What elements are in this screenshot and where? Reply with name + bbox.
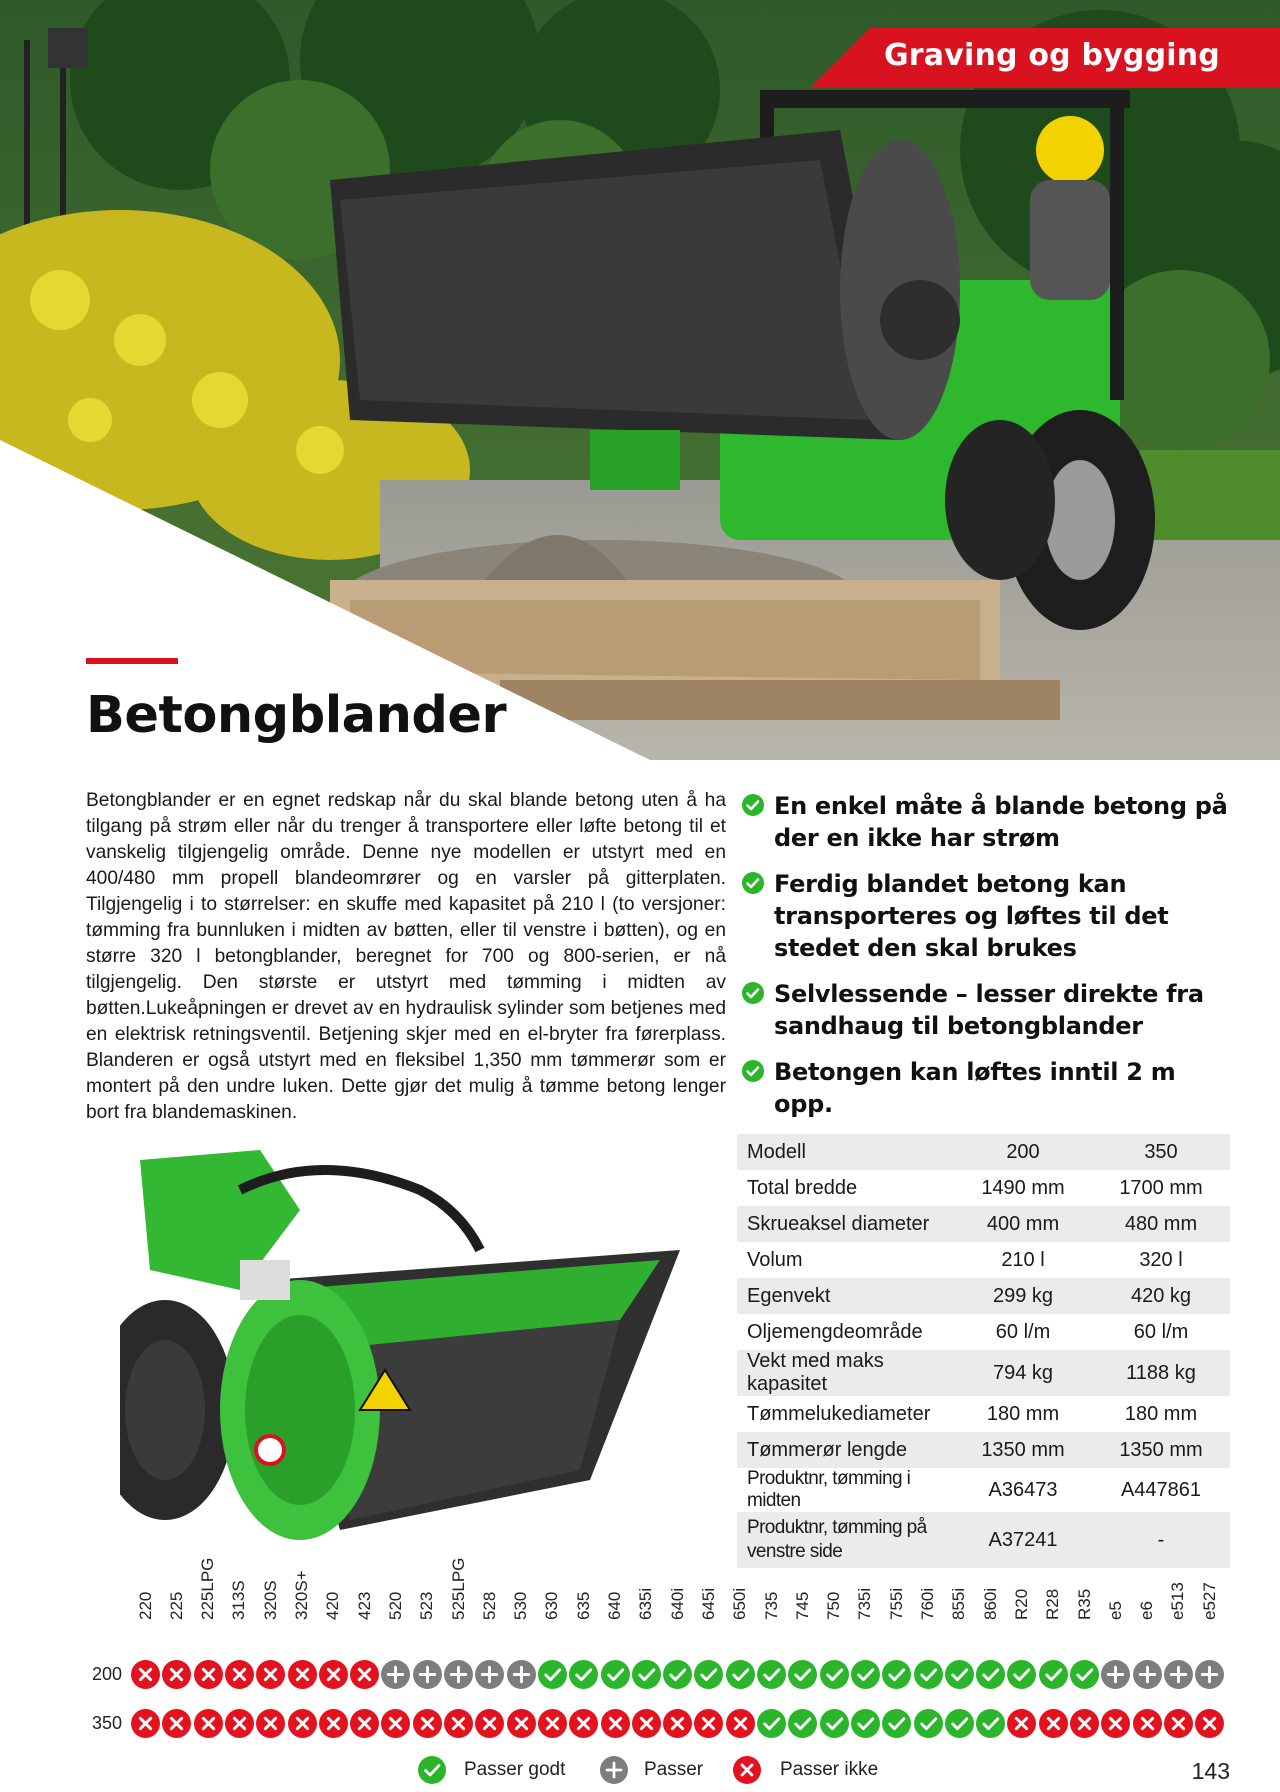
plus-circle-icon — [600, 1756, 628, 1784]
compat-model-header — [1132, 1570, 1163, 1640]
check-circle-icon — [663, 1660, 692, 1689]
check-circle-icon — [945, 1709, 974, 1738]
check-circle-icon — [851, 1660, 880, 1689]
compat-model-header — [255, 1570, 286, 1640]
compat-model-label: e527 — [1199, 1582, 1219, 1620]
feature-item — [742, 978, 1242, 1042]
cross-circle-icon — [569, 1709, 598, 1738]
compat-model-header — [287, 1570, 318, 1640]
check-circle-icon — [742, 1060, 764, 1082]
feature-item — [742, 790, 1242, 854]
spec-header-row — [737, 1134, 1230, 1170]
compat-model-header — [161, 1570, 192, 1640]
spec-cell: 420 kg — [1092, 1278, 1230, 1314]
compat-model-label: 750 — [824, 1591, 844, 1620]
compat-model-label: 635 — [573, 1591, 593, 1620]
compat-model-header — [600, 1570, 631, 1640]
spec-cell: 299 kg — [954, 1278, 1092, 1314]
check-circle-icon — [726, 1660, 755, 1689]
cross-circle-icon — [1164, 1709, 1193, 1738]
cross-circle-icon — [162, 1709, 191, 1738]
plus-circle-icon — [413, 1660, 442, 1689]
spec-row — [737, 1170, 1230, 1206]
spec-row — [737, 1206, 1230, 1242]
check-circle-icon — [742, 982, 764, 1004]
compat-model-label: 523 — [417, 1591, 437, 1620]
compat-model-header — [1163, 1570, 1194, 1640]
spec-cell: 1350 mm — [1092, 1432, 1230, 1468]
compat-model-label: 860i — [980, 1587, 1000, 1620]
compat-model-label: 630 — [542, 1591, 562, 1620]
compat-row-350 — [131, 1709, 1231, 1739]
spec-cell: Produktnr, tømming på venstre side — [737, 1512, 954, 1568]
compat-model-label: 520 — [385, 1591, 405, 1620]
cross-circle-icon — [381, 1709, 410, 1738]
compat-model-header — [412, 1570, 443, 1640]
compat-row-label-350: 350 — [92, 1713, 123, 1733]
spec-row — [737, 1350, 1230, 1396]
compat-model-label: 530 — [511, 1591, 531, 1620]
cross-circle-icon — [507, 1709, 536, 1738]
check-circle-icon — [882, 1709, 911, 1738]
spec-row — [737, 1242, 1230, 1278]
plus-circle-icon — [507, 1660, 536, 1689]
spec-cell: 480 mm — [1092, 1206, 1230, 1242]
cross-circle-icon — [256, 1709, 285, 1738]
cross-circle-icon — [319, 1709, 348, 1738]
hero-diagonal-overlay — [0, 0, 1280, 760]
spec-cell: Egenvekt — [737, 1278, 954, 1314]
compat-model-header — [662, 1570, 693, 1640]
spec-row — [737, 1278, 1230, 1314]
feature-item — [742, 1056, 1242, 1120]
cross-circle-icon — [319, 1660, 348, 1689]
check-circle-icon — [914, 1709, 943, 1738]
description-text: Betongblander er en egnet redskap når du skal blande betong uten å ha tilgang på strøm eller når du trenger å transportere eller løfte betong til et vanskelig tilgjengelig område. Denne nye modellen er utstyrt med en 400/480 mm propell blandeomrører og en varsler på gitterplaten. Tilgjengelig i to størrelser: en skuffe med kapasitet på 210 l (to versjoner: tømming fra bunnluken i midten av bøtten, eller til venstre i bøtten), og en større 320 l betongblander, beregnet for 700 og 800-serien, er nå tilgjengelig. Den største er utstyrt med tømming i midten av bøtten.Lukeåpningen er drevet av en hydraulisk sylinder som betjenes med en elektrisk retningsventil. Betjening skjer med en el-bryter fra førerplass. Blanderen er også utstyrt med en fleksibel 1,350 mm tømmerør som er montert på den undre luken. Dette gjør det mulig å tømme betong lenger bort fra blandemaskinen. — [86, 790, 726, 1123]
spec-cell: 210 l — [1001, 1248, 1045, 1271]
cross-circle-icon — [350, 1660, 379, 1689]
plus-circle-icon — [1101, 1660, 1130, 1689]
cross-circle-icon — [225, 1660, 254, 1689]
check-circle-icon — [742, 794, 764, 816]
check-circle-icon — [757, 1709, 786, 1738]
spec-cell: Volum — [747, 1248, 803, 1271]
check-circle-icon — [569, 1660, 598, 1689]
check-circle-icon — [820, 1709, 849, 1738]
compat-model-header — [1006, 1570, 1037, 1640]
feature-text: Selvlessende – lesser direkte fra sandhaug til betongblander — [774, 980, 1204, 1040]
compatibility-model-headers — [130, 1557, 1240, 1640]
compat-model-label: 528 — [479, 1591, 499, 1620]
cross-circle-icon — [632, 1709, 661, 1738]
cross-circle-icon — [131, 1660, 160, 1689]
compat-model-header — [318, 1570, 349, 1640]
compat-model-label: R28 — [1043, 1588, 1063, 1620]
check-circle-icon — [1007, 1660, 1036, 1689]
compat-row-200 — [131, 1660, 1231, 1690]
spec-cell: 180 mm — [986, 1402, 1060, 1425]
compat-model-label: 525LPG — [448, 1557, 468, 1620]
cross-circle-icon — [601, 1709, 630, 1738]
compat-model-label: R35 — [1074, 1588, 1094, 1620]
cross-circle-icon — [350, 1709, 379, 1738]
spec-cell: Tømmerør lengde — [737, 1432, 954, 1468]
cross-circle-icon — [162, 1660, 191, 1689]
legend-plus-label: Passer — [644, 1759, 704, 1780]
plus-circle-icon — [1164, 1660, 1193, 1689]
cross-circle-icon — [538, 1709, 567, 1738]
compat-model-header — [850, 1570, 881, 1640]
compat-model-label: 760i — [918, 1587, 937, 1620]
compat-model-label: e6 — [1137, 1601, 1157, 1620]
compat-model-label: 423 — [354, 1591, 374, 1620]
spec-cell: 1490 mm — [981, 1176, 1065, 1199]
spec-cell: A447861 — [1120, 1478, 1202, 1501]
check-circle-icon — [882, 1660, 911, 1689]
compat-model-header — [1100, 1570, 1131, 1640]
spec-cell: 60 l/m — [1133, 1320, 1189, 1343]
spec-cell: Modell — [737, 1134, 954, 1170]
plus-circle-icon — [475, 1660, 504, 1689]
spec-cell: 320 l — [1139, 1248, 1183, 1271]
check-circle-icon — [1039, 1660, 1068, 1689]
cross-circle-icon — [1039, 1709, 1068, 1738]
check-circle-icon — [694, 1660, 723, 1689]
spec-cell: - — [1092, 1512, 1230, 1568]
compat-model-header — [537, 1570, 568, 1640]
cross-circle-icon — [1070, 1709, 1099, 1738]
cross-circle-icon — [733, 1756, 761, 1784]
spec-cell: Produktnr, tømming i midten — [747, 1468, 911, 1511]
spec-cell: 350 — [1092, 1134, 1230, 1170]
spec-cell: 1700 mm — [1119, 1176, 1203, 1199]
spec-cell: Vekt med maks kapasitet — [737, 1350, 954, 1396]
compat-model-header — [819, 1570, 850, 1640]
compat-model-label: 745 — [792, 1591, 812, 1620]
hero-photo — [0, 0, 1280, 760]
compat-model-header — [693, 1570, 724, 1640]
compat-model-label: R20 — [1011, 1588, 1031, 1620]
spec-row — [737, 1512, 1230, 1568]
spec-cell: 60 l/m — [995, 1320, 1051, 1343]
page-number: 143 — [1191, 1758, 1230, 1784]
compat-model-header — [787, 1570, 818, 1640]
compat-model-header — [349, 1570, 380, 1640]
check-circle-icon — [945, 1660, 974, 1689]
compat-model-header — [944, 1570, 975, 1640]
compat-model-label: e5 — [1105, 1601, 1125, 1620]
cross-circle-icon — [726, 1709, 755, 1738]
compat-model-header — [756, 1570, 787, 1640]
spec-cell: 180 mm — [1124, 1402, 1198, 1425]
cross-circle-icon — [256, 1660, 285, 1689]
compat-model-label: 635i — [636, 1587, 656, 1620]
compat-model-label: 320S+ — [292, 1570, 311, 1620]
compat-model-header — [975, 1570, 1006, 1640]
feature-item — [742, 868, 1242, 964]
spec-table — [737, 1134, 1230, 1568]
compat-model-label: 650i — [730, 1587, 750, 1620]
compat-model-label: 225 — [166, 1591, 186, 1620]
check-circle-icon — [757, 1660, 786, 1689]
compat-row-label-200: 200 — [92, 1664, 123, 1684]
cross-circle-icon — [288, 1660, 317, 1689]
spec-cell: Oljemengdeområde — [747, 1320, 923, 1343]
compat-model-header — [130, 1570, 161, 1640]
plus-circle-icon — [1195, 1660, 1224, 1689]
spec-row — [737, 1468, 1230, 1512]
compat-model-label: e513 — [1168, 1582, 1188, 1620]
title-accent-rule — [86, 658, 178, 664]
compat-model-header — [913, 1570, 944, 1640]
spec-cell: Tømmelukediameter — [747, 1402, 931, 1425]
feature-text: En enkel måte å blande betong på der en ikke har strøm — [774, 792, 1228, 852]
feature-list — [742, 790, 1242, 1134]
compat-model-header — [1194, 1570, 1225, 1640]
compat-model-header — [474, 1570, 505, 1640]
product-image — [120, 1150, 720, 1570]
cross-circle-icon — [1007, 1709, 1036, 1738]
spec-cell: Skrueaksel diameter — [737, 1206, 954, 1242]
cross-circle-icon — [194, 1660, 223, 1689]
cross-circle-icon — [1101, 1709, 1130, 1738]
spec-cell: Total bredde — [747, 1176, 858, 1199]
compat-model-header — [224, 1570, 255, 1640]
compat-model-label: 313S — [229, 1580, 249, 1620]
compat-model-label: 755i — [886, 1587, 906, 1620]
spec-cell: 1350 mm — [954, 1432, 1092, 1468]
cross-circle-icon — [475, 1709, 504, 1738]
check-circle-icon — [788, 1709, 817, 1738]
spec-cell: A36473 — [988, 1478, 1058, 1501]
cross-circle-icon — [225, 1709, 254, 1738]
compat-model-label: 645i — [698, 1587, 718, 1620]
plus-circle-icon — [1133, 1660, 1162, 1689]
feature-text: Ferdig blandet betong kan transporteres og løftes til det stedet den skal brukes — [774, 870, 1169, 962]
compat-model-header — [193, 1557, 224, 1640]
check-circle-icon — [1070, 1660, 1099, 1689]
cross-circle-icon — [131, 1709, 160, 1738]
check-circle-icon — [742, 872, 764, 894]
compat-model-label: 640i — [667, 1587, 687, 1620]
check-circle-icon — [976, 1709, 1005, 1738]
compat-model-label: 735 — [761, 1591, 781, 1620]
compat-model-header — [1069, 1570, 1100, 1640]
compat-model-header — [631, 1570, 662, 1640]
legend-no-label: Passer ikke — [780, 1759, 879, 1780]
compat-model-label: 855i — [949, 1587, 969, 1620]
spec-cell: 200 — [954, 1134, 1092, 1170]
compat-model-header — [725, 1570, 756, 1640]
plus-circle-icon — [381, 1660, 410, 1689]
compat-model-label: 220 — [135, 1591, 155, 1620]
spec-row — [737, 1396, 1230, 1432]
cross-circle-icon — [413, 1709, 442, 1738]
check-circle-icon — [788, 1660, 817, 1689]
cross-circle-icon — [288, 1709, 317, 1738]
spec-row — [737, 1314, 1230, 1350]
cross-circle-icon — [444, 1709, 473, 1738]
check-circle-icon — [820, 1660, 849, 1689]
section-banner-label: Graving og bygging — [883, 38, 1220, 73]
plus-circle-icon — [444, 1660, 473, 1689]
cross-circle-icon — [1195, 1709, 1224, 1738]
page-title: Betongblander — [86, 686, 507, 745]
cross-circle-icon — [194, 1709, 223, 1738]
check-circle-icon — [976, 1660, 1005, 1689]
compat-model-label: 640 — [605, 1591, 624, 1620]
compat-model-label: 320S — [260, 1580, 280, 1620]
compat-model-header — [443, 1557, 474, 1640]
spec-cell: A37241 — [954, 1512, 1092, 1568]
cross-circle-icon — [1133, 1709, 1162, 1738]
check-circle-icon — [538, 1660, 567, 1689]
compat-model-label: 735i — [855, 1587, 875, 1620]
compat-model-header — [881, 1570, 912, 1640]
spec-cell: 400 mm — [954, 1206, 1092, 1242]
cross-circle-icon — [694, 1709, 723, 1738]
legend-ok-label: Passer godt — [464, 1759, 566, 1780]
spec-row — [737, 1432, 1230, 1468]
compat-model-header — [568, 1570, 599, 1640]
check-circle-icon — [418, 1756, 446, 1784]
cross-circle-icon — [663, 1709, 692, 1738]
compat-model-header — [506, 1570, 537, 1640]
check-circle-icon — [851, 1709, 880, 1738]
check-circle-icon — [632, 1660, 661, 1689]
check-circle-icon — [914, 1660, 943, 1689]
compat-model-header — [1038, 1570, 1069, 1640]
compat-model-label: 420 — [323, 1591, 343, 1620]
compat-model-header — [380, 1570, 411, 1640]
compat-model-label: 225LPG — [198, 1557, 218, 1620]
spec-cell: 794 kg — [954, 1350, 1092, 1396]
spec-cell: 1188 kg — [1092, 1350, 1230, 1396]
feature-text: Betongen kan løftes inntil 2 m opp. — [774, 1058, 1176, 1118]
check-circle-icon — [601, 1660, 630, 1689]
